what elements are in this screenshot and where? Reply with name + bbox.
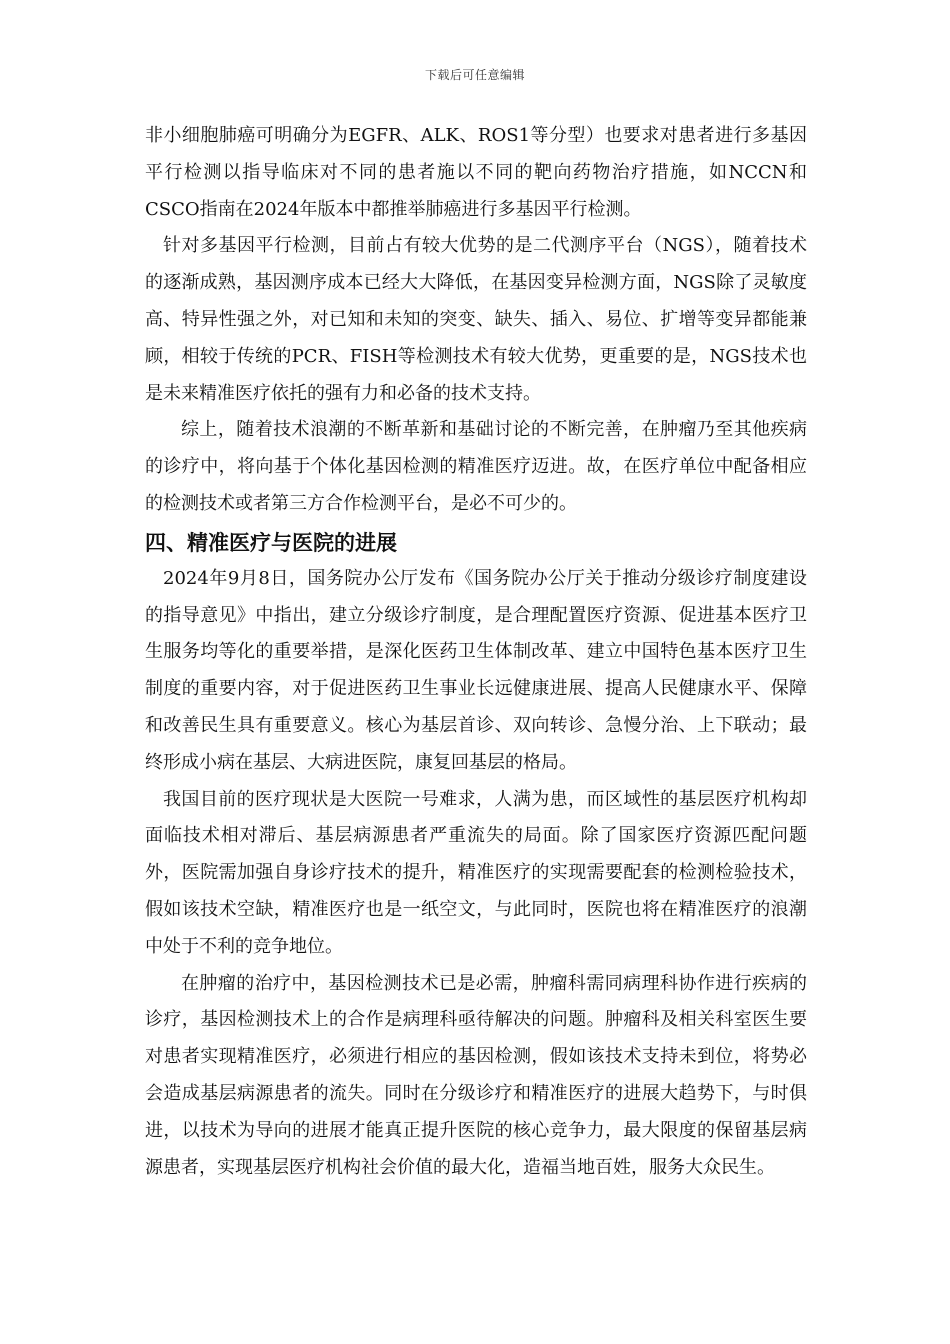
section-heading: 四、精准医疗与医院的进展: [145, 530, 397, 555]
document-body: [145, 118, 807, 1186]
paragraph-tumor-treatment: 在肿瘤的治疗中，基因检测技术已是必需，肿瘤科需同病理科协作进行疾病的诊疗，基因检测技术上的合作是病理科亟待解决的问题。肿瘤科及相关科室医生要对患者实现精准医疗，必须进行相应的基因检测，假如该技术支持未到位，将势必会造成基层病源患者的流失。同时在分级诊疗和精准医疗的进展大趋势下，与时俱进，以技术为导向的进展才能真正提升医院的核心竞争力，最大限度的保留基层病源患者，实现基层医疗机构社会价值的最大化，造福当地百姓，服务大众民生。: [145, 972, 807, 1178]
paragraph-tiered-diagnosis-policy: 2024年9月8日，国务院办公厅发布《国务院办公厅关于推动分级诊疗制度建设的指导意见》中指出，建立分级诊疗制度，是合理配置医疗资源、促进基本医疗卫生服务均等化的重要举措，是深化医药卫生体制改革、建立中国特色基本医疗卫生制度的重要内容，对于促进医药卫生事业长远健康进展、提高人民健康水平、保障和改善民生具有重要意义。核心为基层首诊、双向转诊、急慢分治、上下联动；最终形成小病在基层、大病进医院，康复回基层的格局。: [145, 567, 807, 773]
paragraph-medical-status: 我国目前的医疗现状是大医院一号难求，人满为患，而区域性的基层医疗机构却面临技术相对滞后、基层病源患者严重流失的局面。除了国家医疗资源匹配问题外，医院需加强自身诊疗技术的提升，精准医疗的实现需要配套的检测检验技术，假如该技术空缺，精准医疗也是一纸空文，与此同时，医院也将在精准医疗的浪潮中处于不利的竞争地位。: [145, 788, 807, 957]
paragraph-summary: 综上，随着技术浪潮的不断革新和基础讨论的不断完善，在肿瘤乃至其他疾病的诊疗中，将向基于个体化基因检测的精准医疗迈进。故，在医疗单位中配备相应的检测技术或者第三方合作检测平台，是必不可少的。: [145, 419, 807, 514]
paragraph-gene-testing-guidelines: 非小细胞肺癌可明确分为EGFR、ALK、ROS1等分型）也要求对患者进行多基因平行检测以指导临床对不同的患者施以不同的靶向药物治疗措施，如NCCN和CSCO指南在2024年版本中都推举肺癌进行多基因平行检测。: [145, 125, 807, 220]
page-header: 下载后可任意编辑: [424, 68, 525, 82]
paragraph-ngs-advantages: 针对多基因平行检测，目前占有较大优势的是二代测序平台（NGS），随着技术的逐渐成熟，基因测序成本已经大大降低，在基因变异检测方面，NGS除了灵敏度高、特异性强之外，对已知和未知的突变、缺失、插入、易位、扩增等变异都能兼顾，相较于传统的PCR、FISH等检测技术有较大优势，更重要的是，NGS技术也是未来精准医疗依托的强有力和必备的技术支持。: [145, 235, 807, 404]
